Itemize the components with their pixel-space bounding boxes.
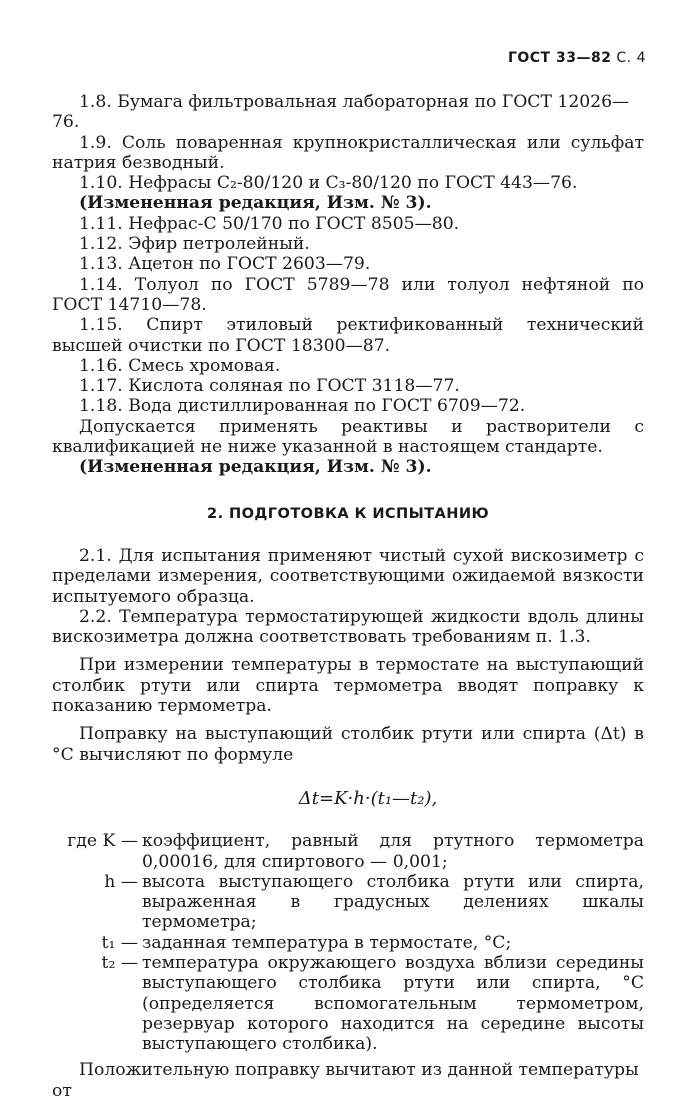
definition-term: h — <box>104 871 138 892</box>
page-header <box>508 50 646 66</box>
paragraph-last: Положительную поправку вычитают из данной температуры от <box>52 1060 639 1101</box>
item-1-10: 1.10. Нефрасы С₂-80/120 и С₃-80/120 по ГОСТ 443—76. <box>79 173 578 194</box>
item-1-9: 1.9. Соль поваренная крупнокристаллическая или сульфат натрия безводный. <box>52 132 644 173</box>
paragraph-temperature: При измерении температуры в термостате на выступающий столбик ртути или спирта термометра вводят поправку к показанию термометра. <box>52 655 644 717</box>
item-1-12: 1.12. Эфир петролейный. <box>79 234 310 255</box>
document-body <box>52 92 644 1101</box>
standard-number: ГОСТ 33—82 <box>507 50 612 66</box>
section-title: 2. ПОДГОТОВКА К ИСПЫТАНИЮ <box>207 504 489 522</box>
paragraph-correction: Поправку на выступающий столбик ртути или спирта (Δt) в °С вычисляют по формуле <box>52 724 644 765</box>
item-1-17: 1.17. Кислота соляная по ГОСТ 3118—77. <box>79 376 460 397</box>
reagents-note: Допускается применять реактивы и растворители с квалификацией не ниже указанной в настоящем стандарте. <box>52 416 644 458</box>
item-1-18: 1.18. Вода дистиллированная по ГОСТ 6709—72. <box>79 396 526 417</box>
paragraph-2-2: 2.2. Температура термостатирующей жидкости вдоль длины вискозиметра должна соответствовать требованиям п. 1.3. <box>52 606 644 648</box>
item-1-8: 1.8. Бумага фильтровальная лабораторная по ГОСТ 12026—76. <box>52 92 630 133</box>
definition-term: t₂ — <box>101 952 138 973</box>
definition-text: коэффициент, равный для ртутного термометра 0,00016, для спиртового — 0,001; <box>142 831 644 872</box>
paragraph-2-1: 2.1. Для испытания применяют чистый сухой вискозиметр с пределами измерения, соответствующими ожидаемой вязкости испытуемого образца. <box>52 545 644 607</box>
formula: Δt=K·h·(t₁—t₂), <box>298 787 438 809</box>
amendment-note: (Измененная редакция, Изм. № 3). <box>79 457 432 478</box>
item-1-15: 1.15. Спирт этиловый ректификованный технический высшей очистки по ГОСТ 18300—87. <box>52 315 644 356</box>
definition-term: t₁ — <box>101 932 138 953</box>
definition-text: температура окружающего воздуха вблизи середины выступающего столбика ртути или спирта, °С (определяется вспомогательным термометром, резервуар которого находится на середине высоты выступающего столбика). <box>142 952 644 1055</box>
page-number: С. 4 <box>616 50 646 66</box>
item-1-13: 1.13. Ацетон по ГОСТ 2603—79. <box>79 254 371 275</box>
item-1-11: 1.11. Нефрас-С 50/170 по ГОСТ 8505—80. <box>79 213 460 234</box>
definition-term: где K — <box>67 831 138 852</box>
item-1-14: 1.14. Толуол по ГОСТ 5789—78 или толуол нефтяной по ГОСТ 14710—78. <box>52 274 644 315</box>
definition-text: заданная температура в термостате, °С; <box>142 932 512 953</box>
amendment-note: (Измененная редакция, Изм. № 3). <box>79 193 432 214</box>
definition-list <box>52 831 644 1054</box>
item-1-16: 1.16. Смесь хромовая. <box>79 355 281 376</box>
definition-text: высота выступающего столбика ртути или спирта, выраженная в градусных делениях шкалы термометра; <box>142 871 644 933</box>
